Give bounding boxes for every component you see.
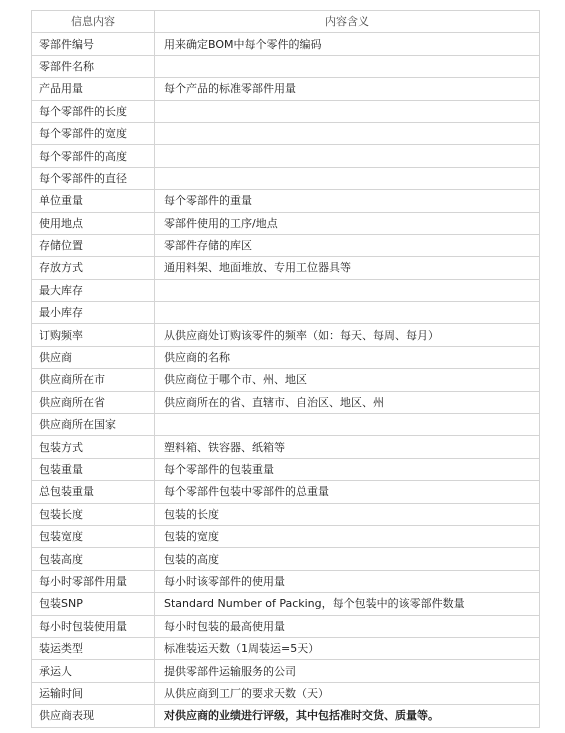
- row-meaning: 每个产品的标准零部件用量: [155, 78, 540, 100]
- row-label: 每个零部件的长度: [32, 100, 155, 122]
- row-meaning: 包装的宽度: [155, 525, 540, 547]
- row-meaning: 塑料箱、铁容器、纸箱等: [155, 436, 540, 458]
- table-row: [32, 570, 540, 592]
- row-meaning: 标准装运天数（1周装运=5天）: [155, 637, 540, 659]
- table-row: [32, 682, 540, 704]
- row-label: 包装SNP: [32, 593, 155, 615]
- row-label: 产品用量: [32, 78, 155, 100]
- row-label: 最小库存: [32, 302, 155, 324]
- table-row: [32, 167, 540, 189]
- row-meaning: 供应商位于哪个市、州、地区: [155, 369, 540, 391]
- row-label: 使用地点: [32, 212, 155, 234]
- row-meaning: 包装的高度: [155, 548, 540, 570]
- row-meaning: [155, 414, 540, 436]
- row-meaning: [155, 55, 540, 77]
- header-content-meaning: 内容含义: [155, 11, 540, 33]
- row-label: 包装长度: [32, 503, 155, 525]
- table-row: [32, 391, 540, 413]
- table-row: [32, 145, 540, 167]
- table-header-row: [32, 11, 540, 33]
- row-meaning: 从供应商到工厂的要求天数（天）: [155, 682, 540, 704]
- table-row: [32, 190, 540, 212]
- row-meaning: 从供应商处订购该零件的频率（如：每天、每周、每月）: [155, 324, 540, 346]
- table-row: [32, 33, 540, 55]
- table-row: [32, 525, 540, 547]
- row-label: 承运人: [32, 660, 155, 682]
- row-label: 装运类型: [32, 637, 155, 659]
- info-table: [31, 10, 540, 728]
- table-row: [32, 279, 540, 301]
- table-row: [32, 100, 540, 122]
- table-row: [32, 78, 540, 100]
- row-label: 每个零部件的高度: [32, 145, 155, 167]
- row-label: 总包装重量: [32, 481, 155, 503]
- row-label: 供应商表现: [32, 705, 155, 727]
- table-row: [32, 660, 540, 682]
- table-row: [32, 615, 540, 637]
- row-label: 存储位置: [32, 234, 155, 256]
- table-row: [32, 212, 540, 234]
- table-row: [32, 503, 540, 525]
- row-meaning: 每个零部件的包装重量: [155, 458, 540, 480]
- table-row: [32, 414, 540, 436]
- row-label: 零部件名称: [32, 55, 155, 77]
- row-meaning: [155, 100, 540, 122]
- table-row: [32, 369, 540, 391]
- table-row: [32, 481, 540, 503]
- row-label: 包装宽度: [32, 525, 155, 547]
- table-row: [32, 705, 540, 727]
- table-row: [32, 302, 540, 324]
- row-label: 每个零部件的宽度: [32, 122, 155, 144]
- table-body: [32, 33, 540, 727]
- table-row: [32, 257, 540, 279]
- table-row: [32, 55, 540, 77]
- row-meaning: 通用料架、地面堆放、专用工位器具等: [155, 257, 540, 279]
- row-meaning: 每个零部件的重量: [155, 190, 540, 212]
- row-meaning: 每个零部件包装中零部件的总重量: [155, 481, 540, 503]
- row-meaning: 每小时该零部件的使用量: [155, 570, 540, 592]
- row-meaning: 供应商所在的省、直辖市、自治区、地区、州: [155, 391, 540, 413]
- row-meaning: [155, 122, 540, 144]
- row-label: 包装重量: [32, 458, 155, 480]
- table-row: [32, 122, 540, 144]
- row-meaning: Standard Number of Packing，每个包装中的该零部件数量: [155, 593, 540, 615]
- row-meaning: 包装的长度: [155, 503, 540, 525]
- table-row: [32, 458, 540, 480]
- table-row: [32, 593, 540, 615]
- row-label: 单位重量: [32, 190, 155, 212]
- row-meaning: 每小时包装的最高使用量: [155, 615, 540, 637]
- row-meaning: 用来确定BOM中每个零件的编码: [155, 33, 540, 55]
- row-label: 订购频率: [32, 324, 155, 346]
- row-meaning: 零部件存储的库区: [155, 234, 540, 256]
- row-meaning: 提供零部件运输服务的公司: [155, 660, 540, 682]
- info-table-container: [31, 10, 539, 728]
- table-row: [32, 436, 540, 458]
- row-meaning: [155, 167, 540, 189]
- row-meaning: [155, 279, 540, 301]
- row-label: 存放方式: [32, 257, 155, 279]
- table-row: [32, 234, 540, 256]
- row-label: 每个零部件的直径: [32, 167, 155, 189]
- row-meaning: 对供应商的业绩进行评级，其中包括准时交货、质量等。: [155, 705, 540, 727]
- table-row: [32, 346, 540, 368]
- row-meaning: [155, 302, 540, 324]
- row-label: 包装方式: [32, 436, 155, 458]
- row-label: 供应商所在省: [32, 391, 155, 413]
- row-label: 包装高度: [32, 548, 155, 570]
- row-meaning: [155, 145, 540, 167]
- row-label: 每小时零部件用量: [32, 570, 155, 592]
- row-label: 零部件编号: [32, 33, 155, 55]
- row-meaning: 供应商的名称: [155, 346, 540, 368]
- row-label: 供应商所在国家: [32, 414, 155, 436]
- header-info-content: 信息内容: [32, 11, 155, 33]
- row-label: 每小时包装使用量: [32, 615, 155, 637]
- table-row: [32, 637, 540, 659]
- row-label: 运输时间: [32, 682, 155, 704]
- row-label: 最大库存: [32, 279, 155, 301]
- row-meaning: 零部件使用的工序/地点: [155, 212, 540, 234]
- row-label: 供应商: [32, 346, 155, 368]
- table-row: [32, 548, 540, 570]
- table-row: [32, 324, 540, 346]
- row-label: 供应商所在市: [32, 369, 155, 391]
